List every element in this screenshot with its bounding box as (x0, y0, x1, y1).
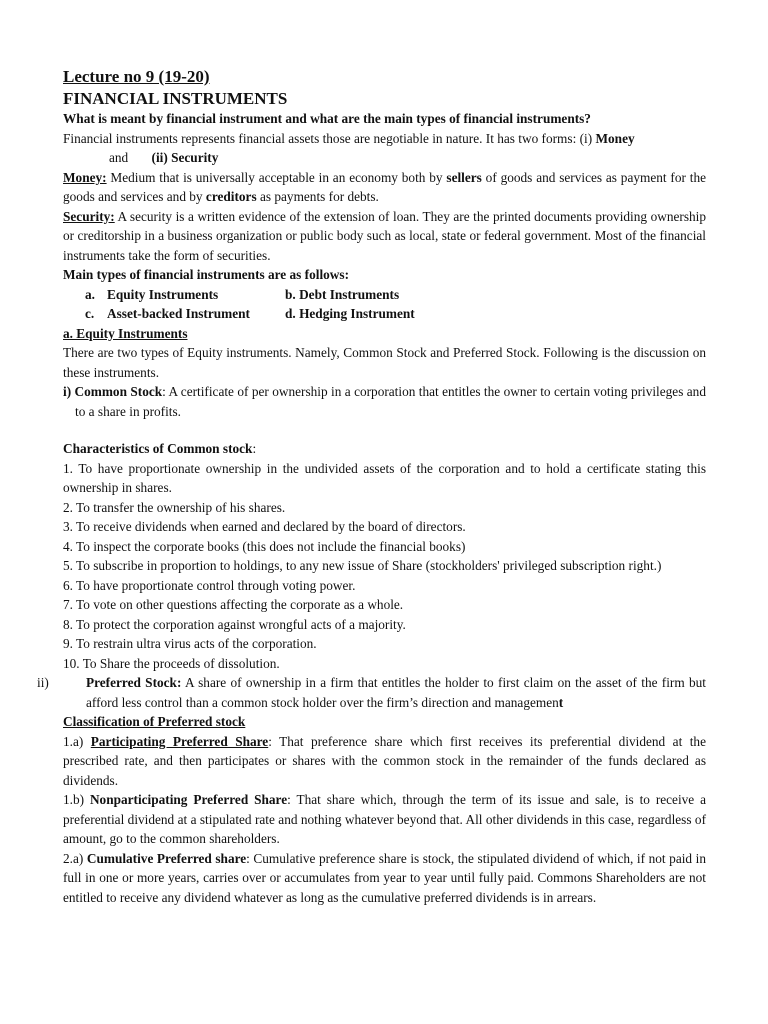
intro-security: (ii) Security (151, 150, 219, 165)
subject-title: FINANCIAL INSTRUMENTS (63, 89, 288, 108)
characteristics-heading: Characteristics of Common stock: (63, 441, 257, 456)
money-text-3: as payments for debts. (256, 189, 379, 204)
intro-money: Money (595, 130, 635, 146)
intro-and: and (109, 150, 129, 165)
equity-intro: There are two types of Equity instruments. Namely, Common Stock and Preferred Stock. Following is the discussion on these instruments. (63, 345, 706, 380)
equity-heading: a. Equity Instruments (63, 325, 188, 341)
list-item: 6. To have proportionate control through voting power. (63, 577, 356, 593)
preferred-stock-text: A share of ownership in a firm that entitles the holder to first claim on the asset of the firm but afford less control than a common stock holder over the firm’s direction and managemen (86, 675, 706, 710)
money-text-2: of goods and services as payment for the goods and services and by (63, 169, 707, 204)
list-item: 3. To receive dividends when earned and declared by the board of directors. (63, 519, 466, 534)
preferred-stock-numeral: ii) (37, 675, 49, 690)
class-term: Cumulative Preferred share (86, 850, 247, 866)
preferred-stock-definition: ii) Preferred Stock: A share of ownership in a firm that entitles the holder to first claim on the asset of the firm but afford less control than a common stock holder over the firm’s direction and management (37, 675, 706, 710)
class-item: 2.a) Cumulative Preferred share: Cumulative preference share is stock, the stipulated dividend of which, if not paid in full in one or more years, carries over or accumulates from year to year until fully paid. Commons Shareholders are not entitled to receive any dividend whatever as long as the cumulative preferred dividends is in arrears. (63, 850, 706, 905)
intro-text: Financial instruments represents financial assets those are negotiable in nature. It has two forms: (i) (63, 130, 596, 146)
list-item: 8. To protect the corporation against wrongful acts of a majority. (63, 616, 406, 632)
intro-continuation (63, 148, 706, 168)
type-item: a. Equity Instruments (85, 286, 219, 302)
security-term: Security: (63, 208, 115, 224)
list-item: 7. To vote on other questions affecting the corporate as a whole. (63, 597, 404, 612)
list-item: 1. To have proportionate ownership in the undivided assets of the corporation and to hold a certificate stating this ownership in shares. (63, 460, 706, 495)
list-item: 9. To restrain ultra virus acts of the corporation. (63, 636, 317, 651)
list-item: 5. To subscribe in proportion to holdings, to any new issue of Share (stockholders' privileged subscription right.) (63, 558, 662, 573)
common-stock-definition (63, 382, 706, 421)
type-item: b. Debt Instruments (285, 286, 400, 302)
list-item: 4. To inspect the corporate books (this does not include the financial books) (63, 538, 466, 554)
types-heading: Main types of financial instruments are as follows: (63, 267, 349, 282)
class-term: Participating Preferred Share (90, 733, 269, 749)
classification-heading: Classification of Preferred stock (63, 714, 246, 729)
money-text-1: Medium that is universally acceptable in an economy both by (106, 169, 447, 185)
common-stock-text: : A certificate of per ownership in a corporation that entitles the owner to certain voting privileges and to a share in profits. (75, 384, 706, 419)
characteristics-list (63, 459, 706, 674)
type-item: c. Asset-backed Instrument (85, 306, 250, 321)
money-term: Money: (63, 169, 107, 185)
class-item: 1.b) Nonparticipating Preferred Share: That share which, through the term of its issue and sale, is to receive a preferential dividend at a stipulated rate and nothing whatever beyond that. All other dividends in this case, regardless of amount, go to the common shareholders. (63, 792, 706, 846)
common-stock-term: i) Common Stock (63, 384, 163, 399)
question-heading: What is meant by financial instrument and what are the main types of financial instruments? (63, 111, 591, 126)
money-creditors: creditors (205, 189, 257, 204)
security-text: A security is a written evidence of the extension of loan. They are the printed documents providing ownership or creditorship in a business organization or public body such as local, state or federal government. Most of the financial instruments take the form of securities. (63, 208, 706, 263)
list-item: 10. To Share the proceeds of dissolution. (63, 655, 280, 671)
class-item: 1.a) Participating Preferred Share: That preference share which first receives its preferential dividend at the prescribed rate, and then participates or shares with the common stock in the remainder of the funds declared as dividends. (63, 733, 706, 788)
lecture-title: Lecture no 9 (19-20) (63, 67, 210, 86)
list-item: 2. To transfer the ownership of his shares. (63, 499, 286, 515)
type-item: d. Hedging Instrument (285, 306, 415, 321)
money-definition (63, 168, 706, 207)
money-sellers: sellers (446, 169, 482, 185)
preferred-stock-term: Preferred Stock: (86, 675, 182, 690)
types-list (63, 285, 706, 324)
intro-paragraph (63, 129, 706, 149)
security-definition (63, 207, 706, 266)
class-term: Nonparticipating Preferred Share (89, 792, 288, 807)
